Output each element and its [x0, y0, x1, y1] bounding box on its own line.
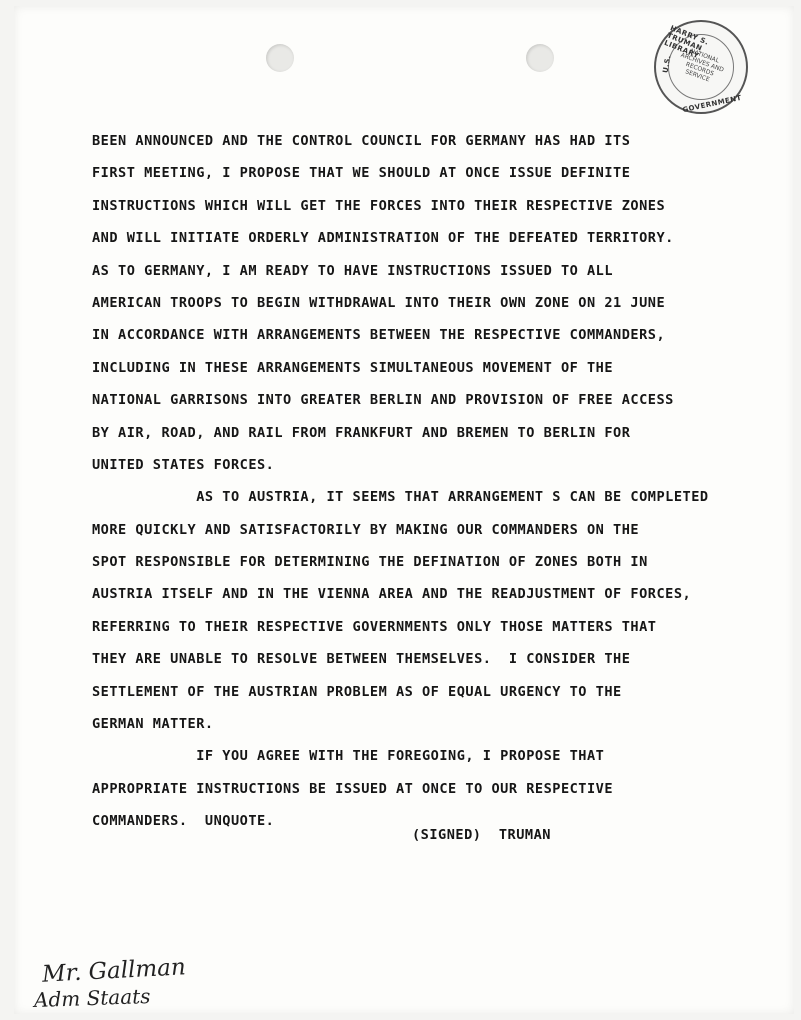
memo-line: FIRST MEETING, I PROPOSE THAT WE SHOULD AT ONCE ISSUE DEFINITE — [92, 165, 631, 182]
memo-line: AUSTRIA ITSELF AND IN THE VIENNA AREA AND THE READJUSTMENT OF FORCES, — [92, 586, 692, 603]
memo-line: APPROPRIATE INSTRUCTIONS BE ISSUED AT ONCE TO OUR RESPECTIVE — [92, 780, 614, 797]
memo-line: AS TO GERMANY, I AM READY TO HAVE INSTRUCTIONS ISSUED TO ALL — [92, 262, 614, 279]
stamp-center-text: NATIONAL ARCHIVES AND RECORDS SERVICE — [679, 47, 725, 84]
memo-line: AS TO AUSTRIA, IT SEEMS THAT ARRANGEMENT S CAN BE COMPLETED — [92, 489, 709, 506]
stamp-bottom-text: GOVERNMENT — [681, 93, 743, 115]
memo-line: UNITED STATES FORCES. — [92, 456, 275, 473]
handwritten-note-1: Mr. Gallman — [41, 954, 187, 988]
memo-line: SPOT RESPONSIBLE FOR DETERMINING THE DEFINATION OF ZONES BOTH IN — [92, 554, 648, 571]
memo-line: SETTLEMENT OF THE AUSTRIAN PROBLEM AS OF EQUAL URGENCY TO THE — [92, 683, 622, 700]
archive-stamp — [654, 20, 748, 114]
memo-line: GERMAN MATTER. — [92, 716, 214, 733]
memo-line: IF YOU AGREE WITH THE FOREGOING, I PROPOSE THAT — [92, 748, 605, 765]
memo-line: INCLUDING IN THESE ARRANGEMENTS SIMULTANEOUS MOVEMENT OF THE — [92, 359, 614, 376]
memo-line: AMERICAN TROOPS TO BEGIN WITHDRAWAL INTO THEIR OWN ZONE ON 21 JUNE — [92, 294, 666, 311]
memo-body — [92, 125, 772, 838]
memo-line: REFERRING TO THEIR RESPECTIVE GOVERNMENTS ONLY THOSE MATTERS THAT — [92, 618, 657, 635]
memo-line: IN ACCORDANCE WITH ARRANGEMENTS BETWEEN THE RESPECTIVE COMMANDERS, — [92, 327, 666, 344]
punch-hole-left — [266, 44, 294, 72]
memo-line: INSTRUCTIONS WHICH WILL GET THE FORCES INTO THEIR RESPECTIVE ZONES — [92, 197, 666, 214]
signature-line: (SIGNED) TRUMAN — [412, 827, 551, 843]
memo-line: COMMANDERS. UNQUOTE. — [92, 813, 275, 830]
memo-line: BY AIR, ROAD, AND RAIL FROM FRANKFURT AND BREMEN TO BERLIN FOR — [92, 424, 631, 441]
stamp-top-text: HARRY S. TRUMAN LIBRARY — [663, 24, 710, 61]
handwritten-note-2: Adm Staats — [33, 983, 151, 1013]
memo-line: AND WILL INITIATE ORDERLY ADMINISTRATION OF THE DEFEATED TERRITORY. — [92, 230, 674, 247]
punch-hole-right — [526, 44, 554, 72]
memo-line: NATIONAL GARRISONS INTO GREATER BERLIN AND PROVISION OF FREE ACCESS — [92, 392, 674, 409]
memo-line: MORE QUICKLY AND SATISFACTORILY BY MAKING OUR COMMANDERS ON THE — [92, 521, 640, 538]
memo-line: BEEN ANNOUNCED AND THE CONTROL COUNCIL FOR GERMANY HAS HAD ITS — [92, 133, 631, 149]
memo-line: THEY ARE UNABLE TO RESOLVE BETWEEN THEMSELVES. I CONSIDER THE — [92, 651, 631, 668]
stamp-left-text: U.S. — [661, 54, 673, 74]
